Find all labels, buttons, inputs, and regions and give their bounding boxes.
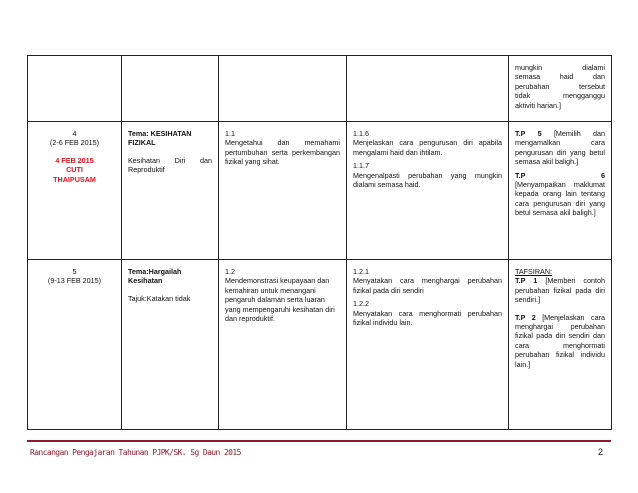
sp-code: 1.1.6 [353, 129, 369, 138]
tp-word: perubahan [515, 81, 550, 91]
standard-cell [219, 260, 347, 430]
theme-cell [122, 122, 219, 260]
tp-item [515, 313, 605, 369]
cell-empty [347, 56, 509, 122]
tp-line [515, 101, 605, 110]
tp-text: [Menyampaikan maklumat kepada orang lain tentang cara pengurusan diri yang betul semasa akil baligh.] [515, 180, 605, 218]
sp-code: 1.2.2 [353, 299, 369, 309]
tp-label: T.P 2 [515, 312, 536, 322]
cell-empty [28, 56, 122, 122]
tp-word: haid [559, 72, 574, 82]
tp-word: harian.] [536, 100, 561, 110]
holiday-date: 4 FEB 2015 [55, 155, 94, 165]
theme-title: Tema: KESIHATAN FIZIKAL [128, 129, 192, 148]
tp-cell [509, 122, 612, 260]
tp-text: [Memberi contoh perubahan fizikal pada diri sendiri.] [515, 276, 606, 305]
tp-continuation-cell [509, 56, 612, 122]
sp-code: 1.1.7 [353, 161, 369, 171]
tp-item [515, 129, 605, 167]
learning-standard-cell [347, 122, 509, 260]
tp-label: T.P [515, 170, 526, 180]
tp-cell [509, 260, 612, 430]
table-row-week-4 [28, 122, 612, 260]
week-number: 4 [72, 129, 77, 138]
standard-cell [219, 122, 347, 260]
week-dates: (2-6 FEB 2015) [49, 138, 100, 148]
cell-empty [219, 56, 347, 122]
sp-text: Menyatakan cara menghargai perubahan fizikal pada diri sendiri [353, 276, 502, 295]
lesson-plan-table [27, 55, 612, 430]
tp-word: semasa [515, 72, 541, 82]
sp-text: Mengenalpasti perubahan yang mungkin dialami semasa haid. [353, 170, 502, 190]
topic-text: Tajuk:Katakan tidak [128, 293, 191, 303]
tp-word: tidak [515, 91, 531, 101]
tp-item [515, 276, 605, 304]
tp-label: T.P 1 [515, 276, 538, 286]
tp-text: [Menjelaskan cara menghargai perubahan fizikal pada diri sendiri dan cara menghormati perubahan fizikal individu lain.] [515, 312, 605, 369]
tp-line [515, 72, 605, 81]
table-row-continuation [28, 56, 612, 122]
tafsiran-heading: TAFSIRAN: [515, 267, 553, 276]
standard-text: Mendemonstrasi keupayaan dan kemahiran untuk menangani pengaruh dalaman serta luaran yang mempengaruhi kesihatan diri dan reproduktif. [225, 276, 335, 324]
topic-text: Kesihatan Diri dan Reproduktif [128, 155, 212, 175]
week-cell [28, 260, 122, 430]
tp-line [515, 63, 605, 72]
tp-word: dialami [582, 63, 605, 72]
tp-word: mungkin [515, 63, 543, 72]
standard-code: 1.1 [225, 129, 235, 138]
standard-text: Mengetahui dan memahami pertumbuhan serta perkembangan fizikal yang sihat. [225, 138, 340, 167]
tp-text: [Memilih dan mengamalkan cara pengurusan diri yang betul semasa akil baligh.] [515, 129, 606, 167]
tp-word: aktiviti [515, 100, 535, 110]
week-number: 5 [72, 267, 77, 276]
tp-word: mengganggu [563, 91, 605, 101]
sp-text: Menjelaskan cara pengurusan diri apabila mengalami haid dan ihtilam. [353, 138, 502, 157]
tp-number: 6 [601, 170, 605, 180]
learning-standard-cell [347, 260, 509, 430]
holiday-label: CUTI [66, 165, 83, 175]
footer-divider [27, 440, 611, 442]
holiday-name: THAIPUSAM [53, 174, 96, 184]
page-number: 2 [598, 447, 604, 457]
tp-line [515, 82, 605, 91]
sp-text: Menyatakan cara menghormati perubahan fizikal individu lain. [353, 308, 502, 328]
tp-label: T.P 5 [515, 129, 542, 138]
tp-word: tersebut [579, 81, 605, 91]
footer-text: Rancangan Pengajaran Tahunan PJPK/SK. Sg Daun 2015 [30, 448, 241, 457]
sp-code: 1.2.1 [353, 267, 369, 276]
week-cell [28, 122, 122, 260]
cell-empty [122, 56, 219, 122]
tp-word: dan [592, 72, 605, 82]
table-row-week-5 [28, 260, 612, 430]
tp-item-head [515, 171, 605, 180]
standard-code: 1.2 [225, 267, 235, 276]
theme-cell [122, 260, 219, 430]
tp-line [515, 91, 605, 100]
theme-title: Tema:Hargailah Kesihatan [128, 267, 182, 286]
week-dates: (9-13 FEB 2015) [47, 276, 102, 286]
